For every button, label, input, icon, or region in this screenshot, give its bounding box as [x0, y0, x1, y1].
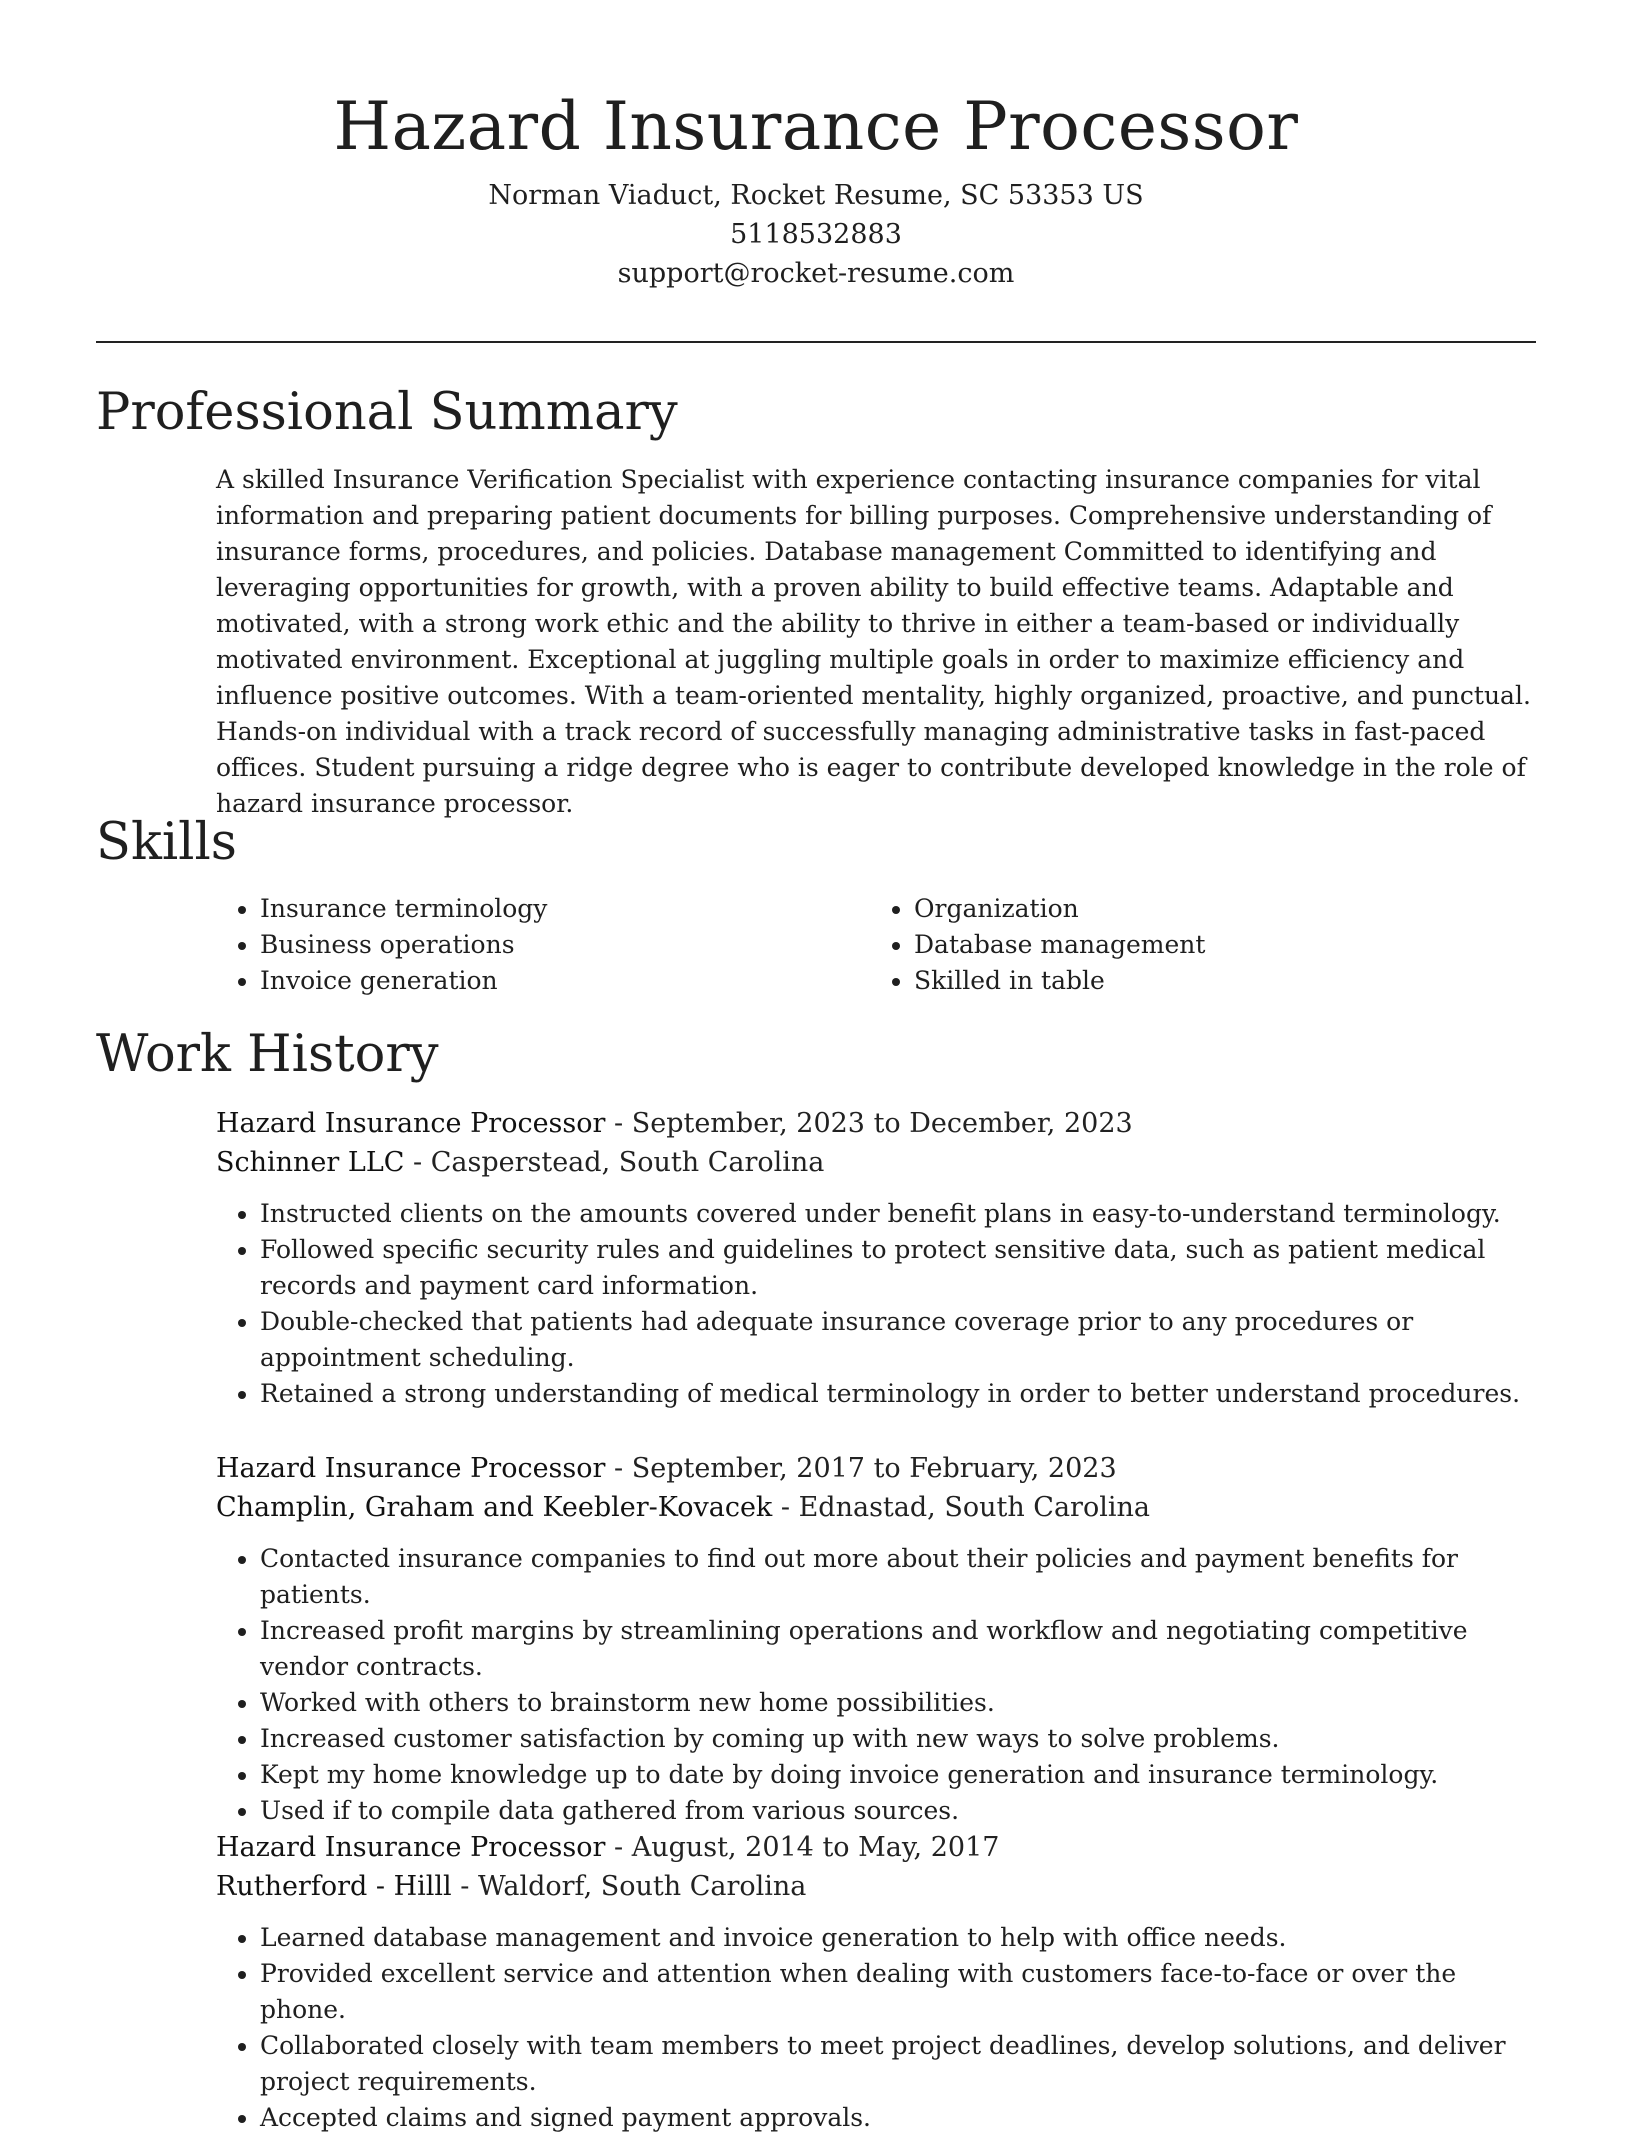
job-separator: - [404, 1147, 431, 1178]
job-location: Ednastad, South Carolina [798, 1492, 1150, 1523]
job-bullet: • Learned database management and invoice generation to help with office needs. [260, 1920, 1536, 1956]
job-separator: - [605, 1832, 632, 1863]
job-bullet: • Double-checked that patients had adequate insurance coverage prior to any procedures or appointment scheduling. [260, 1304, 1536, 1376]
job-title: Hazard Insurance Processor [216, 1832, 606, 1863]
job-company: Rutherford - Hilll [216, 1871, 452, 1902]
skill-item: • Database management [914, 927, 1518, 963]
job-entry [216, 1104, 1536, 1412]
job-bullet: • Followed specific security rules and guidelines to protect sensitive data, such as patient medical records and payment card information. [260, 1232, 1536, 1304]
skill-item: • Business operations [260, 927, 864, 963]
job-separator: - [772, 1492, 799, 1523]
summary-heading: Professional Summary [96, 383, 678, 442]
job-separator: - [451, 1871, 478, 1902]
job-bullet: • Collaborated closely with team members to meet project deadlines, develop solutions, and deliver project requirements. [260, 2028, 1536, 2100]
header-divider [96, 341, 1536, 343]
job-title: Hazard Insurance Processor [216, 1453, 606, 1484]
skill-item: • Organization [914, 891, 1518, 927]
job-title-line [216, 1104, 1536, 1143]
job-bullet: • Increased customer satisfaction by coming up with new ways to solve problems. [260, 1721, 1536, 1757]
job-location: Casperstead, South Carolina [430, 1147, 825, 1178]
job-dates: August, 2014 to May, 2017 [631, 1832, 1000, 1863]
skills-heading: Skills [96, 813, 237, 872]
skill-item: • Invoice generation [260, 963, 864, 999]
contact-address: Norman Viaduct, Rocket Resume, SC 53353 US [488, 180, 1144, 211]
job-company-line [216, 1143, 1536, 1182]
job-title-line [216, 1449, 1536, 1488]
job-company: Champlin, Graham and Keebler-Kovacek [216, 1492, 773, 1523]
job-title: Hazard Insurance Processor [216, 1108, 606, 1139]
work-history-heading: Work History [96, 1025, 439, 1084]
contact-email: support@rocket-resume.com [617, 258, 1015, 289]
contact-block [96, 176, 1536, 293]
job-location: Waldorf, South Carolina [477, 1871, 807, 1902]
skills-column-right [870, 891, 1518, 999]
job-bullets [216, 1541, 1536, 1829]
job-bullet: • Worked with others to brainstorm new home possibilities. [260, 1685, 1536, 1721]
job-title-line [216, 1828, 1536, 1867]
job-bullet: • Provided excellent service and attention when dealing with customers face-to-face or over the phone. [260, 1956, 1536, 2028]
job-bullet: • Contacted insurance companies to find out more about their policies and payment benefits for patients. [260, 1541, 1536, 1613]
job-company-line [216, 1867, 1536, 1906]
summary-text: A skilled Insurance Verification Specialist with experience contacting insurance companies for vital information and preparing patient documents for billing purposes. Comprehensive understanding of insurance forms, procedures, and policies. Database management Committed to identifying and leveraging opportunities for growth, with a proven ability to build effective teams. Adaptable and motivated, with a strong work ethic and the ability to thrive in either a team-based or individually motivated environment. Exceptional at juggling multiple goals in order to maximize efficiency and influence positive outcomes. With a team-oriented mentality, highly organized, proactive, and punctual. Hands-on individual with a track record of successfully managing administrative tasks in fast-paced offices. Student pursuing a ridge degree who is eager to contribute developed knowledge in the role of hazard insurance processor. [216, 465, 1531, 818]
job-bullet: • Accepted claims and signed payment approvals. [260, 2100, 1536, 2136]
job-separator: - [605, 1453, 632, 1484]
job-separator: - [605, 1108, 632, 1139]
job-bullet: • Instructed clients on the amounts covered under benefit plans in easy-to-understand terminology. [260, 1196, 1536, 1232]
job-entry [216, 1828, 1536, 2136]
job-dates: September, 2023 to December, 2023 [631, 1108, 1133, 1139]
candidate-name: Hazard Insurance Processor [333, 88, 1299, 165]
job-bullets [216, 1196, 1536, 1412]
resume-header [96, 82, 1536, 293]
job-company: Schinner LLC [216, 1147, 405, 1178]
job-bullet: • Retained a strong understanding of medical terminology in order to better understand procedures. [260, 1376, 1536, 1412]
skill-item: • Insurance terminology [260, 891, 864, 927]
job-entry [216, 1449, 1536, 1829]
skill-item: • Skilled in table [914, 963, 1518, 999]
job-bullet: • Increased profit margins by streamlining operations and workflow and negotiating competitive vendor contracts. [260, 1613, 1536, 1685]
skills-list [216, 891, 1536, 999]
skills-column-left [216, 891, 864, 999]
job-bullet: • Kept my home knowledge up to date by doing invoice generation and insurance terminology. [260, 1757, 1536, 1793]
job-bullets [216, 1920, 1536, 2136]
contact-phone: 5118532883 [730, 219, 902, 250]
job-company-line [216, 1488, 1536, 1527]
job-bullet: • Used if to compile data gathered from various sources. [260, 1793, 1536, 1829]
job-dates: September, 2017 to February, 2023 [631, 1453, 1117, 1484]
